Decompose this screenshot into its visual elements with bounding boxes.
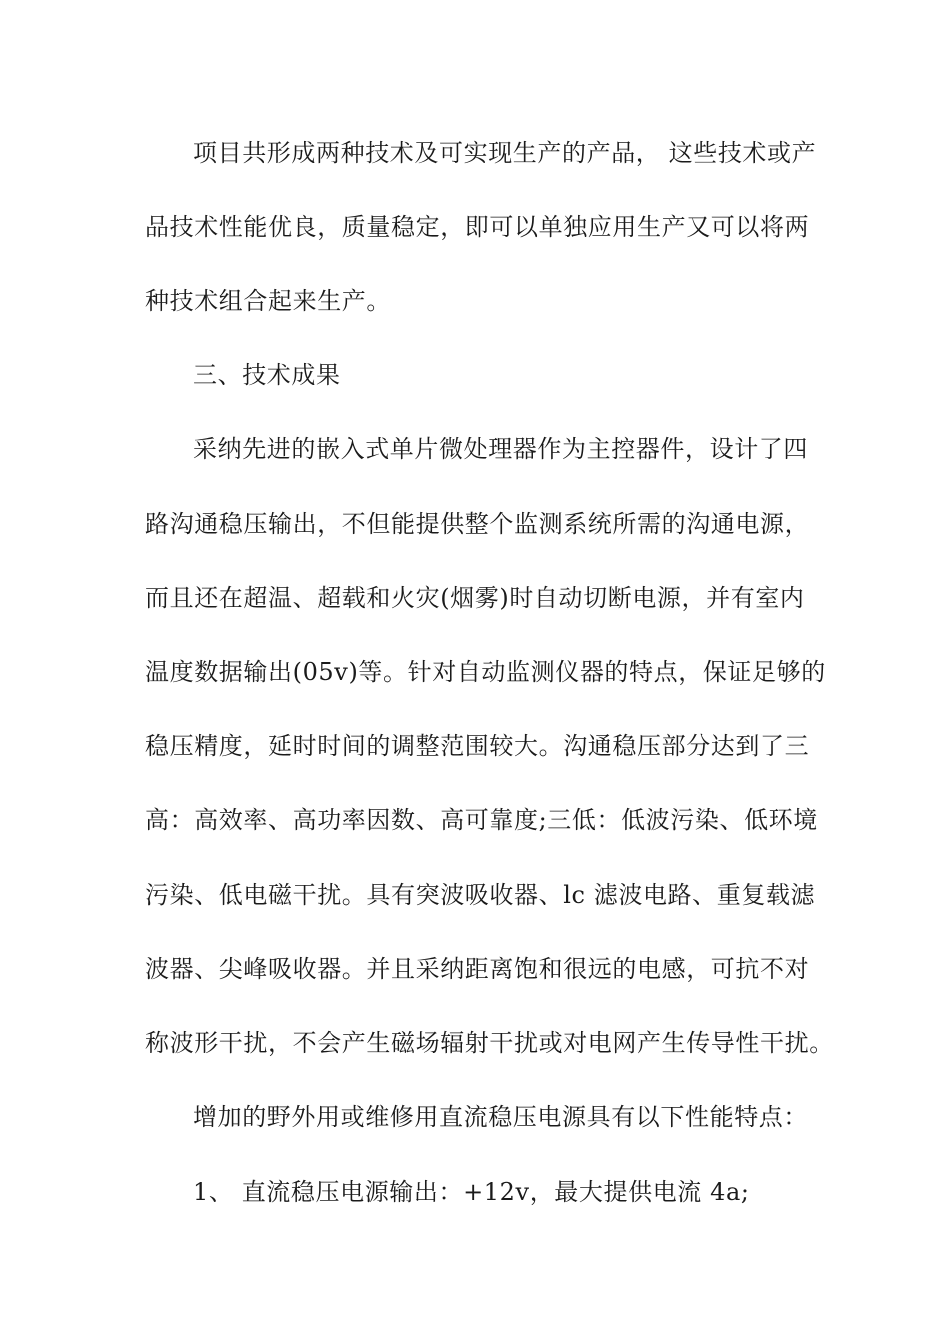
paragraph-2-line-8: 波器、尖峰吸收器。并且采纳距离饱和很远的电感，可抗不对 bbox=[145, 955, 810, 983]
paragraph-2-line-2: 路沟通稳压输出，不但能提供整个监测系统所需的沟通电源， bbox=[145, 510, 810, 538]
list-item-1: 1、 直流稳压电源输出：+12v，最大提供电流 4a; bbox=[193, 1178, 750, 1206]
paragraph-2-line-3: 而且还在超温、超载和火灾(烟雾)时自动切断电源，并有室内 bbox=[145, 584, 805, 612]
paragraph-2-line-6: 高：高效率、高功率因数、高可靠度;三低：低波污染、低环境 bbox=[145, 806, 818, 834]
paragraph-2-line-5: 稳压精度，延时时间的调整范围较大。沟通稳压部分达到了三 bbox=[145, 732, 810, 760]
paragraph-2-line-7: 污染、低电磁干扰。具有突波吸收器、lc 滤波电路、重复载滤 bbox=[145, 881, 816, 909]
paragraph-1-line-2: 品技术性能优良，质量稳定，即可以单独应用生产又可以将两 bbox=[145, 213, 810, 241]
paragraph-1-line-3: 种技术组合起来生产。 bbox=[145, 287, 391, 315]
paragraph-2-line-4: 温度数据输出(05v)等。针对自动监测仪器的特点，保证足够的 bbox=[145, 658, 826, 686]
paragraph-3-line-1: 增加的野外用或维修用直流稳压电源具有以下性能特点： bbox=[193, 1103, 808, 1131]
section-heading: 三、技术成果 bbox=[193, 361, 341, 389]
paragraph-2-line-1: 采纳先进的嵌入式单片微处理器作为主控器件，设计了四 bbox=[193, 435, 808, 463]
paragraph-1-line-1: 项目共形成两种技术及可实现生产的产品， 这些技术或产 bbox=[193, 139, 817, 167]
paragraph-2-line-9: 称波形干扰，不会产生磁场辐射干扰或对电网产生传导性干扰。 bbox=[145, 1029, 834, 1057]
